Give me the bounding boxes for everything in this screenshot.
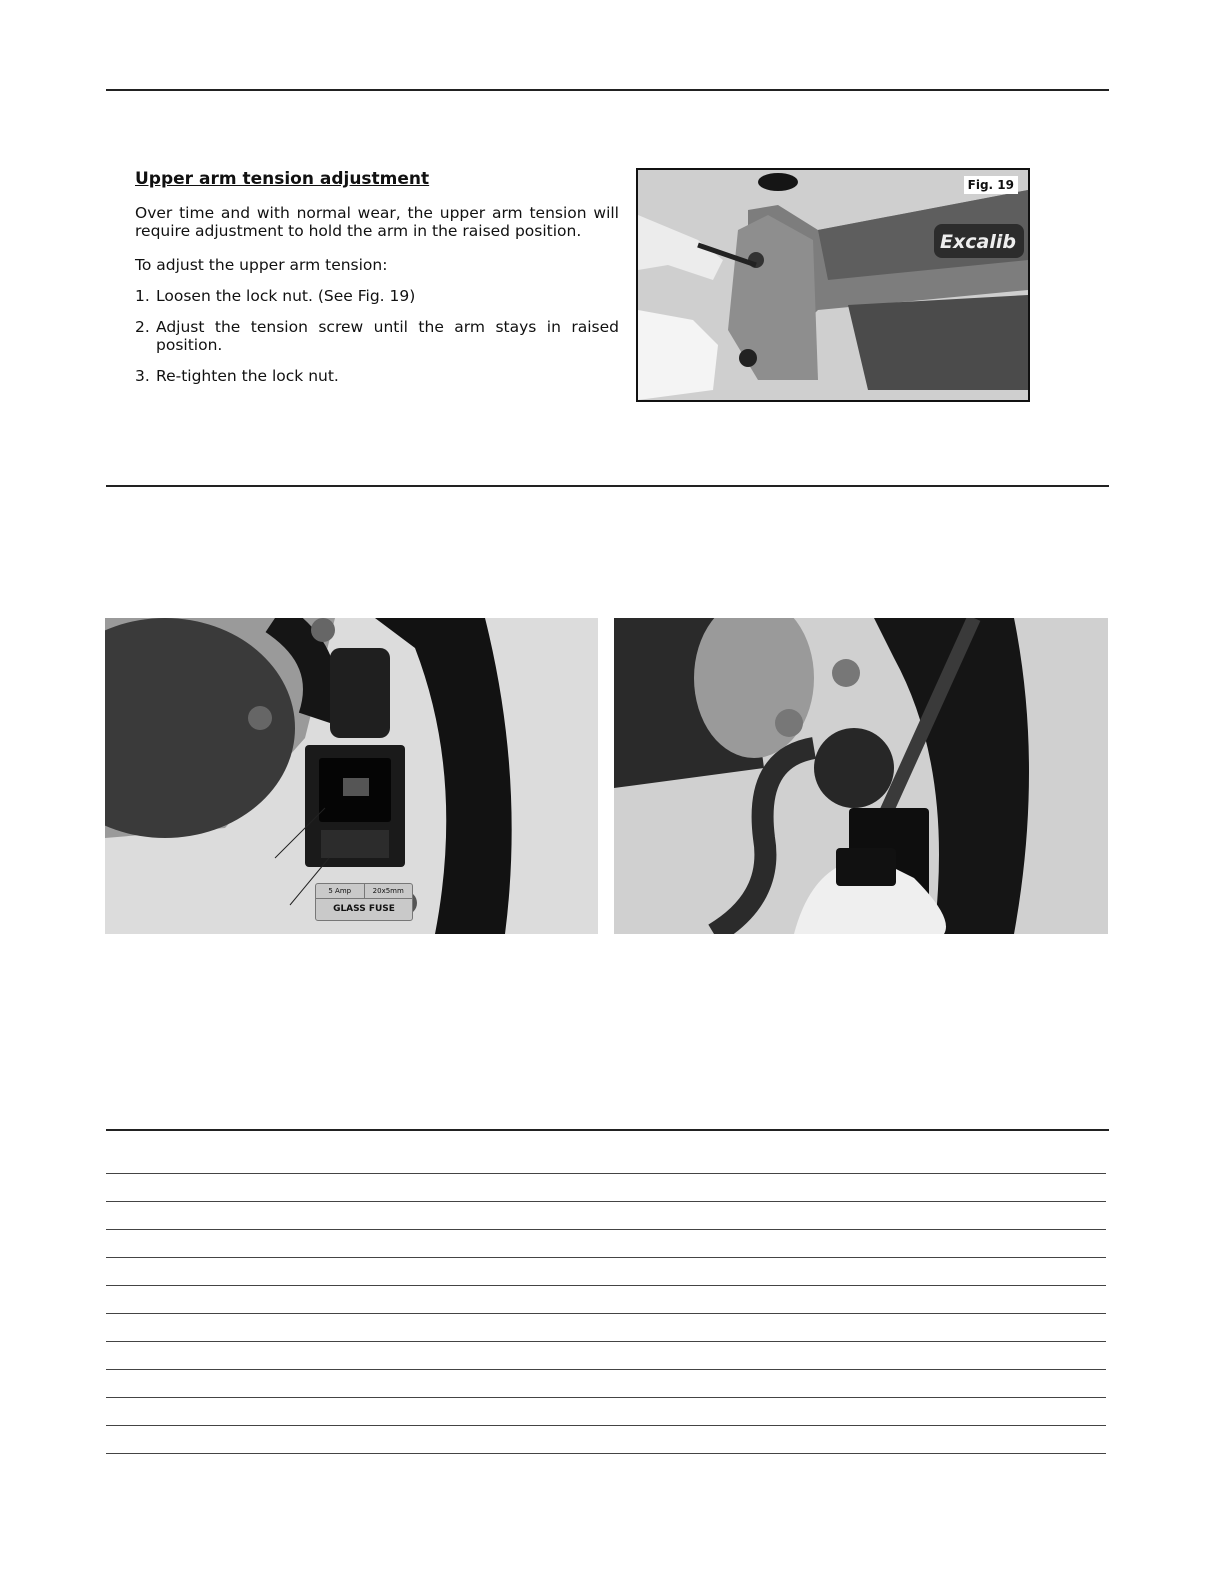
note-line <box>106 1313 1106 1314</box>
figure-19-photo <box>636 168 1030 402</box>
top-divider <box>106 89 1109 91</box>
step-number: 2. <box>135 318 150 336</box>
step-text: Loosen the lock nut. (See Fig. 19) <box>156 287 416 305</box>
fuse-removal-illustration <box>614 618 1108 934</box>
intro-paragraph: Over time and with normal wear, the upper arm tension will require adjustment to hold the arm in the raised position. <box>135 204 619 240</box>
note-line <box>106 1341 1106 1342</box>
upper-arm-tension-section <box>135 170 619 398</box>
list-item <box>135 287 619 305</box>
section-heading: Upper arm tension adjustment <box>135 169 430 189</box>
step-number: 1. <box>135 287 150 305</box>
step-text: Adjust the tension screw until the arm stays in raised position. <box>156 318 619 354</box>
lead-paragraph: To adjust the upper arm tension: <box>135 256 388 274</box>
fuse-size: 20x5mm <box>372 887 404 895</box>
step-number: 3. <box>135 367 150 385</box>
list-item <box>135 318 619 354</box>
note-line <box>106 1369 1106 1370</box>
note-line <box>106 1397 1106 1398</box>
step-text: Re-tighten the lock nut. <box>156 367 339 385</box>
mid-divider <box>106 485 1109 487</box>
brand-logo-text: Excalib <box>940 231 1016 253</box>
fuse-holder-photo <box>105 618 598 934</box>
note-line <box>106 1229 1106 1230</box>
notes-divider <box>106 1129 1109 1131</box>
note-line <box>106 1257 1106 1258</box>
note-line <box>106 1173 1106 1174</box>
note-line <box>106 1425 1106 1426</box>
note-line <box>106 1285 1106 1286</box>
steps-list <box>135 287 619 385</box>
note-line <box>106 1201 1106 1202</box>
fuse-removal-photo <box>614 618 1108 934</box>
fuse-amp-rating: 5 Amp <box>316 884 365 898</box>
list-item <box>135 367 619 385</box>
note-line <box>106 1453 1106 1454</box>
figure-label: Fig. 19 <box>964 176 1018 194</box>
fuse-rating-label <box>315 883 413 921</box>
fuse-type: GLASS FUSE <box>333 904 395 914</box>
figure-19-illustration <box>638 170 1028 400</box>
